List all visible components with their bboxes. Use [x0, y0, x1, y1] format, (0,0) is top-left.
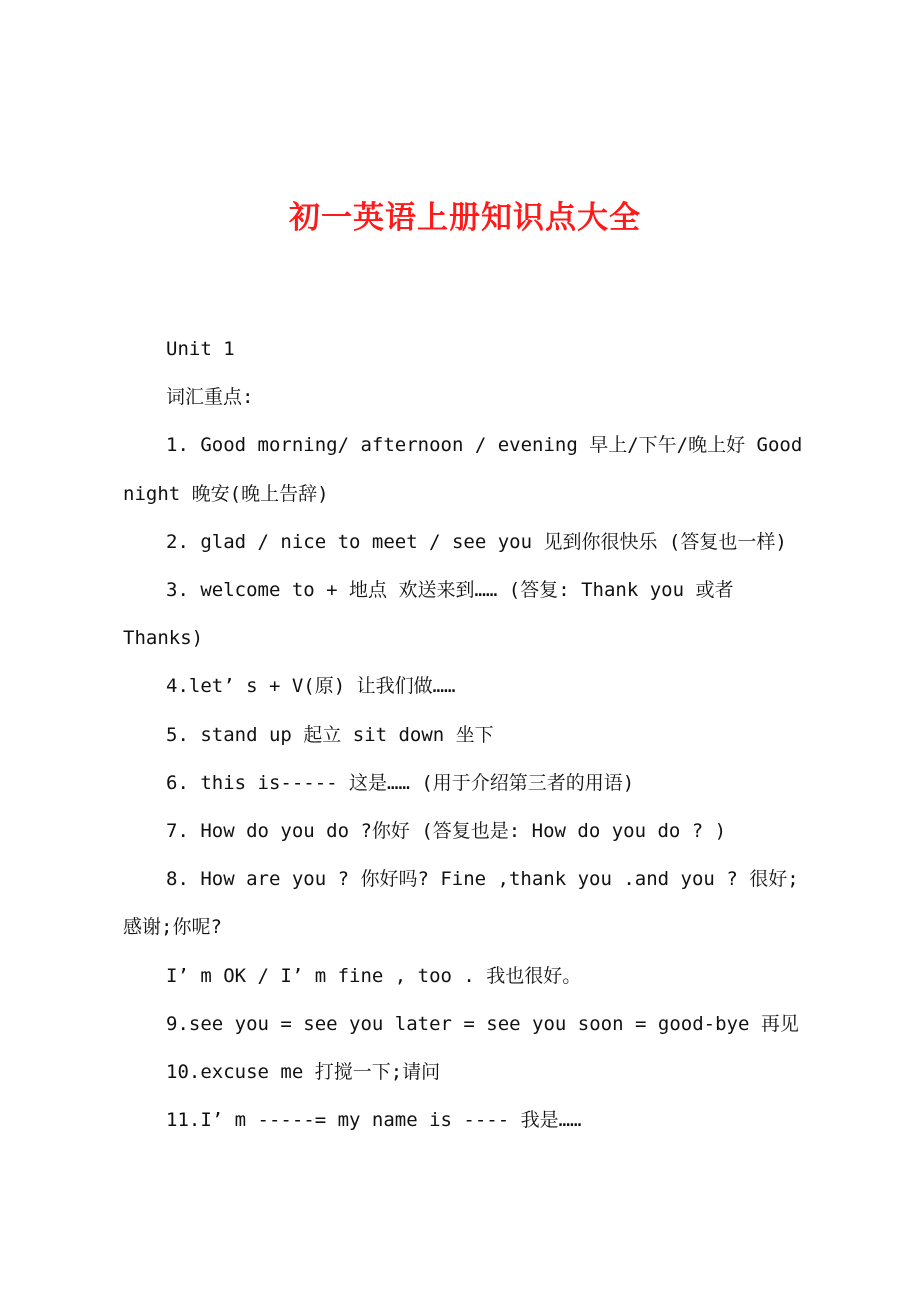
unit-heading: Unit 1 — [166, 338, 235, 360]
list-item: 5. stand up 起立 sit down 坐下 — [166, 723, 494, 746]
list-item: 3. welcome to + 地点 欢送来到…… (答复: Thank you 或者 Thanks) — [123, 579, 734, 650]
list-item: I’ m OK / I’ m fine , too . 我也很好。 — [166, 964, 582, 987]
list-item: 2. glad / nice to meet / see you 见到你很快乐 (答复也一样) — [166, 530, 787, 553]
list-item: 6. this is----- 这是…… (用于介绍第三者的用语) — [166, 771, 635, 794]
list-item: 4.let’ s + V(原) 让我们做…… — [166, 675, 456, 698]
list-item: 9.see you = see you later = see you soon = good-bye 再见 — [166, 1012, 799, 1035]
document-title: 初一英语上册知识点大全 — [289, 200, 641, 236]
list-item: 8. How are you ? 你好吗? Fine ,thank you .and you ? 很好;感谢;你呢? — [123, 868, 799, 939]
vocabulary-heading: 词汇重点: — [166, 386, 254, 409]
list-item: 7. How do you do ?你好 (答复也是: How do you do ? ) — [166, 820, 727, 843]
document-body — [123, 325, 813, 1144]
list-item: 10.excuse me 打搅一下;请问 — [166, 1061, 441, 1084]
list-item: 1. Good morning/ afternoon / evening 早上/下午/晚上好 Good night 晚安(晚上告辞) — [123, 434, 803, 505]
list-item: 11.I’ m -----= my name is ---- 我是…… — [166, 1109, 582, 1132]
